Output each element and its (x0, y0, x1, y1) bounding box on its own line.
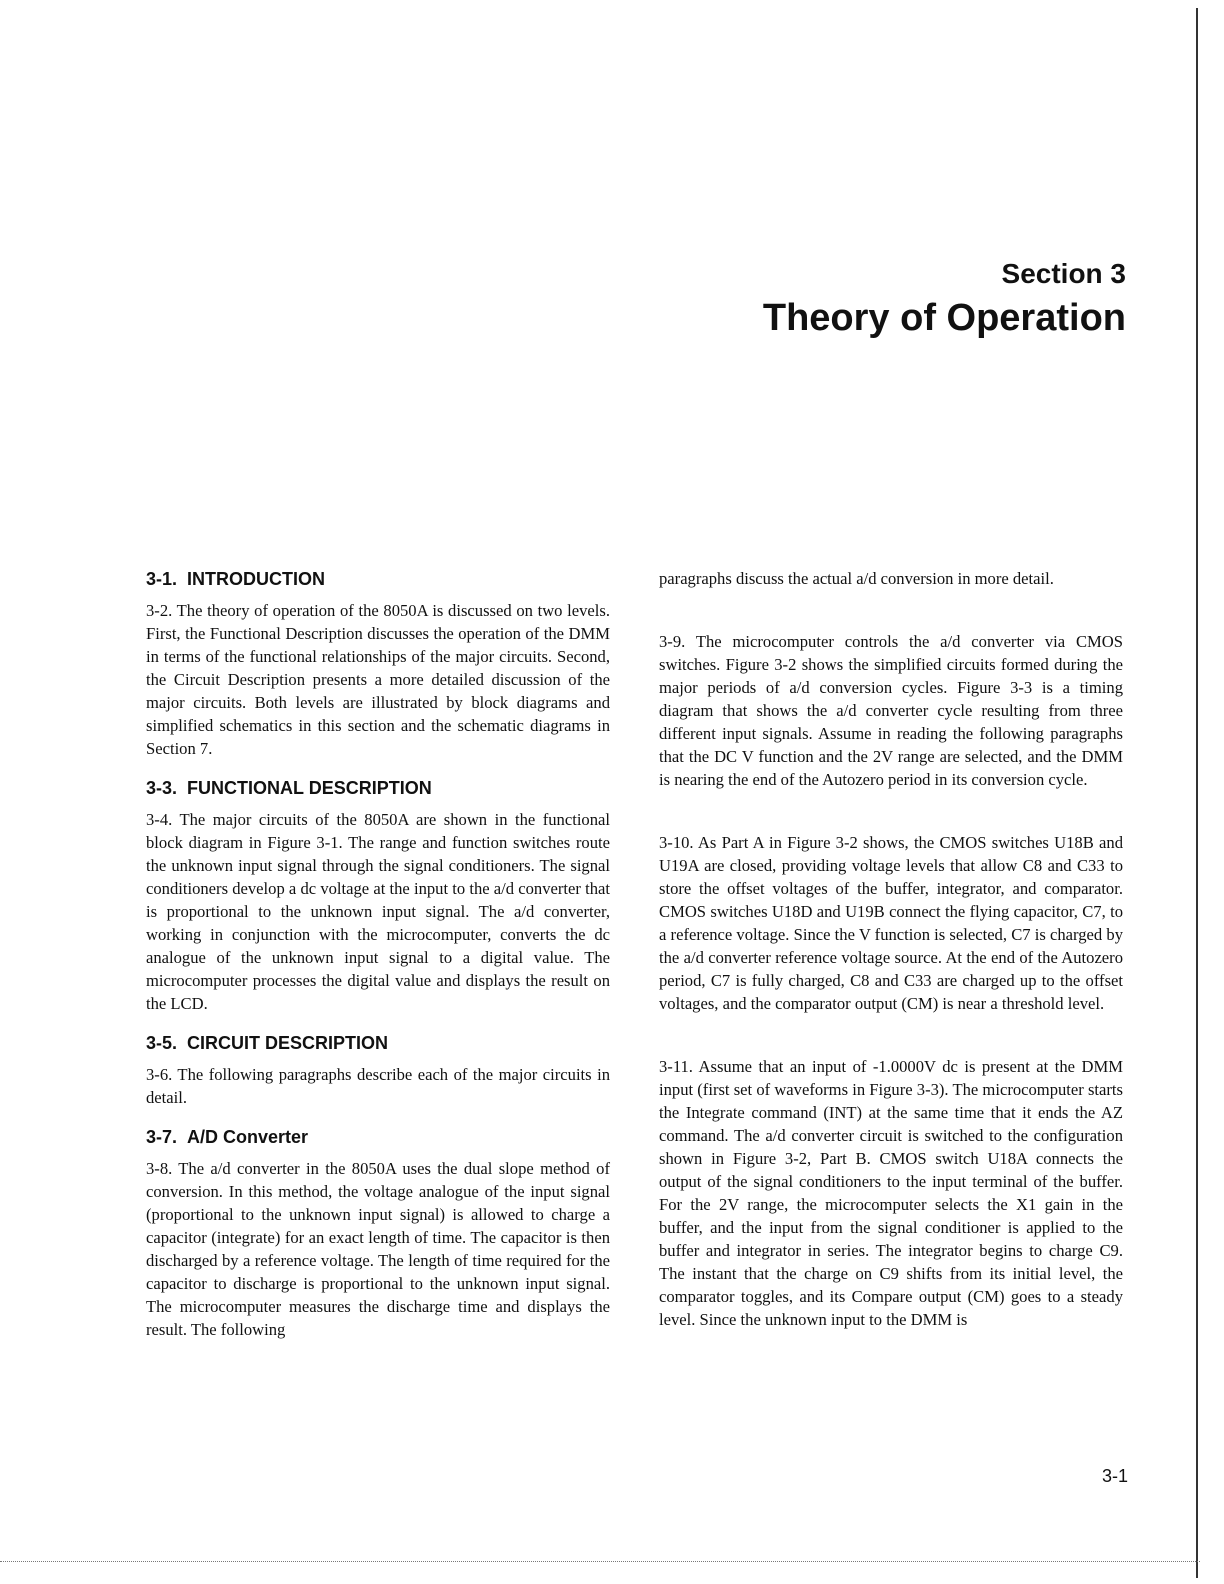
paragraph-3-8-continued: paragraphs discuss the actual a/d conversion in more detail. (659, 569, 1054, 588)
paragraph-3-8: 3-8. The a/d converter in the 8050A uses the dual slope method of conversion. In this method, the voltage analogue of the input signal (proportional to the unknown input signal) is allowed to charge a capacitor (integrate) for an exact length of time. The capacitor is then discharged by a reference voltage. The length of time required for the capacitor to discharge is proportional to the unknown input signal. The microcomputer measures the discharge time and displays the result. The following (146, 1159, 610, 1339)
heading-number: 3-1. (146, 569, 178, 589)
paragraph-3-6: 3-6. The following paragraphs describe each of the major circuits in detail. (146, 1065, 610, 1107)
heading-title: FUNCTIONAL DESCRIPTION (187, 778, 432, 798)
paragraph-3-11: 3-11. Assume that an input of -1.0000V dc is present at the DMM input (first set of waveforms in Figure 3-3). The microcomputer starts the Integrate command (INT) at the same time that it ends the AZ command. The a/d converter circuit is switched to the configuration shown in Figure 3-2, Part B. CMOS switch U18A connects the output of the signal conditioners to the input terminal of the buffer. For the 2V range, the microcomputer selects the X1 gain in the buffer, and the input from the signal conditioner is applied to the buffer and integrator in series. The integrator begins to charge C9. The instant that the charge on C9 shifts from its initial level, the comparator toggles, and its Compare output (CM) goes to a steady level. Since the unknown input to the DMM is (659, 1057, 1123, 1329)
scan-edge-line (1196, 8, 1198, 1578)
heading-title: CIRCUIT DESCRIPTION (187, 1033, 389, 1053)
heading-number: 3-7. (146, 1127, 178, 1147)
paragraph-3-9: 3-9. The microcomputer controls the a/d converter via CMOS switches. Figure 3-2 shows the simplified circuits formed during the major periods of a/d conversion cycles. Figure 3-3 is a timing diagram that shows the a/d converter cycle resulting from three different input signals. Assume in reading the following paragraphs that the DC V function and the 2V range are selected, and the DMM is nearing the end of the Autozero period in its conversion cycle. (659, 632, 1123, 789)
paragraph-3-4: 3-4. The major circuits of the 8050A are shown in the functional block diagram in Figure 3-1. The range and function switches route the unknown input signal through the signal conditioners. The signal conditioners develop a dc voltage at the input to the a/d converter that is proportional to the unknown input signal. The a/d converter, working in conjunction with the microcomputer, converts the dc analogue of the unknown input signal to a digital value. The microcomputer processes the digital value and displays the result on the LCD. (146, 810, 610, 1013)
section-label: Section 3 (1001, 258, 1126, 289)
scan-bottom-edge (0, 1561, 1200, 1563)
right-column (659, 567, 1123, 1347)
heading-title: A/D Converter (187, 1127, 309, 1147)
left-column (146, 567, 610, 1357)
heading-ad-converter (146, 1125, 610, 1149)
heading-functional-description (146, 776, 610, 800)
heading-number: 3-3. (146, 778, 178, 798)
heading-number: 3-5. (146, 1033, 178, 1053)
section-title: Theory of Operation (762, 297, 1126, 339)
heading-circuit-description (146, 1031, 610, 1055)
heading-title: INTRODUCTION (187, 569, 326, 589)
heading-introduction (146, 567, 610, 591)
section-header (763, 254, 1126, 342)
page-number: 3-1 (1101, 1466, 1128, 1486)
paragraph-3-2: 3-2. The theory of operation of the 8050A is discussed on two levels. First, the Functional Description discusses the operation of the DMM in terms of the functional relationships of the major circuits. Second, the Circuit Description presents a more detailed discussion of the major circuits. Both levels are illustrated by block diagrams and simplified schematics in this section and the schematic diagrams in Section 7. (146, 601, 610, 758)
paragraph-3-10: 3-10. As Part A in Figure 3-2 shows, the CMOS switches U18B and U19A are closed, providing voltage levels that allow C8 and C33 to store the offset voltages of the buffer, integrator, and comparator. CMOS switches U18D and U19B connect the flying capacitor, C7, to a reference voltage. Since the V function is selected, C7 is charged by the a/d converter reference voltage source. At the end of the Autozero period, C7 is fully charged, C8 and C33 are charged up to the offset voltages, and the comparator output (CM) is near a threshold level. (659, 833, 1123, 1013)
